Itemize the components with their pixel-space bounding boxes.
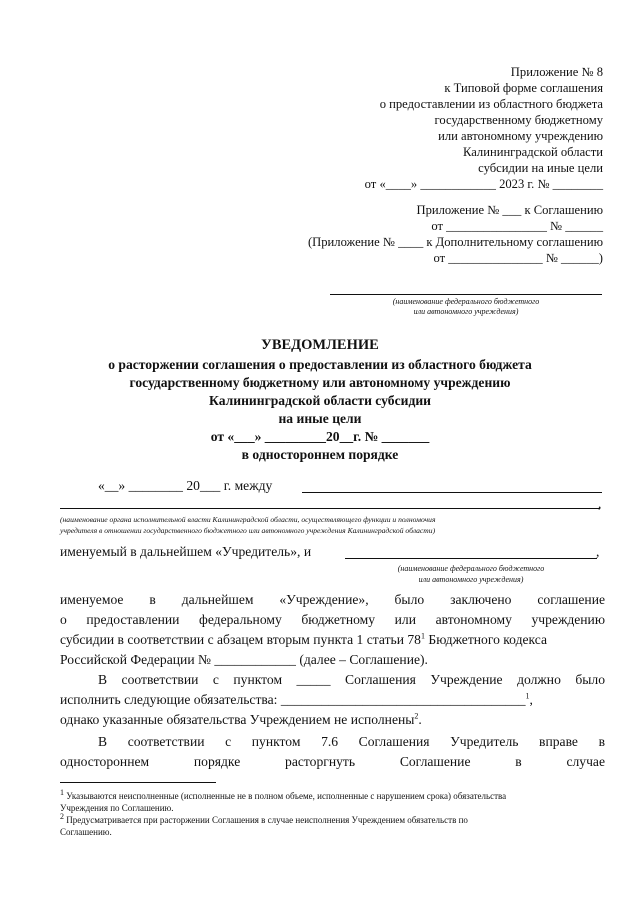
header-subsidy: субсидии на иные цели <box>478 161 603 175</box>
institution-caption-2: или автономного учреждения) <box>418 575 524 584</box>
notice-heading: УВЕДОМЛЕНИЕ <box>261 337 379 353</box>
recipient-caption-2: или автономного учреждения) <box>413 307 519 316</box>
title-line-3: Калининградской области субсидии <box>209 393 431 408</box>
footnote-2-line-2: Соглашению. <box>60 827 112 837</box>
founder-caption-1: (наименование органа исполнительной власти Калининградской области, осуществляющего функции и полномочия <box>60 515 436 524</box>
header-region: Калининградской области <box>463 145 603 159</box>
paragraph-2-line-3-text: однако указанные обязательства Учреждением не исполнены <box>60 712 415 727</box>
header-on-provision: о предоставлении из областного бюджета <box>379 97 603 111</box>
footnote-ref-1: 1 <box>525 691 530 701</box>
paragraph-1-line-3-end: Бюджетного кодекса <box>424 632 548 647</box>
founder-caption-2: учредителя в отношении государственного бюджетного или автономного учреждения Калининградской области) <box>60 526 436 535</box>
paragraph-2-line-2-text: исполнить следующие обязательства: ____________________________________ <box>60 692 526 707</box>
title-line-1: о расторжении соглашения о предоставлении из областного бюджета <box>108 357 532 372</box>
institution-comma: , <box>596 544 600 559</box>
footnote-ref-2: 2 <box>414 711 419 721</box>
institution-name-line <box>345 558 597 559</box>
paragraph-2-line-2-comma: , <box>529 692 533 707</box>
agreement-date-between: «__» ________ 20___ г. между <box>98 478 273 493</box>
founder-name-line-1 <box>302 492 602 493</box>
footnote-1-line-1 <box>60 790 506 802</box>
paragraph-2-line-3 <box>60 710 422 730</box>
institution-caption-1: (наименование федерального бюджетного <box>397 564 545 573</box>
appendix-title: Приложение № 8 <box>510 65 603 79</box>
title-line-2: государственному бюджетному или автономному учреждению <box>129 375 511 390</box>
recipient-name-line <box>330 294 602 295</box>
header-to-budget-inst: государственному бюджетному <box>434 113 603 127</box>
footnote-2-text: Предусматривается при расторжении Соглашения в случае неисполнения Учреждением обязательств по <box>64 815 468 825</box>
footnote-1-text: Указываются неисполненные (исполненные не в полном объеме, исполненные с нарушением срока) обязательства <box>64 791 507 801</box>
footnote-1-mark: 1 <box>60 788 64 797</box>
paragraph-2-line-2 <box>60 690 533 710</box>
footnote-ref-78-1: 1 <box>420 631 425 641</box>
header-or-autonomous: или автономному учреждению <box>438 129 603 143</box>
annex-line-2: от ________________ № ______ <box>431 219 603 233</box>
founder-comma: , <box>598 496 602 511</box>
paragraph-2-line-3-end: . <box>418 712 422 727</box>
paragraph-2-line-1: В соответствии с пунктом _____ Соглашения Учреждение должно было <box>98 672 605 687</box>
founder-name-line-2 <box>60 508 600 509</box>
paragraph-1-line-2: о предоставлении федеральному бюджетному или автономному учреждению <box>60 612 605 627</box>
footnote-separator <box>60 782 216 783</box>
header-date-line: от «____» ____________ 2023 г. № ________ <box>364 177 603 191</box>
footnote-1-line-2: Учреждения по Соглашению. <box>60 803 174 813</box>
title-unilateral: в одностороннем порядке <box>241 447 399 462</box>
footnote-2-mark: 2 <box>60 812 64 821</box>
footnote-2-line-1 <box>60 814 468 826</box>
annex-line-3: (Приложение № ____ к Дополнительному соглашению <box>307 235 603 249</box>
header-to-form: к Типовой форме соглашения <box>444 81 603 95</box>
recipient-caption-1: (наименование федерального бюджетного <box>392 297 540 306</box>
title-line-4: на иные цели <box>278 411 362 426</box>
annex-line-1: Приложение № ___ к Соглашению <box>416 203 603 217</box>
paragraph-1-line-3 <box>60 630 547 650</box>
paragraph-3-line-1: В соответствии с пунктом 7.6 Соглашения Учредитель вправе в <box>98 734 605 749</box>
paragraph-1-line-4: Российской Федерации № ____________ (далее – Соглашение). <box>60 652 428 667</box>
founder-named: именуемый в дальнейшем «Учредитель», и <box>60 544 312 559</box>
paragraph-1-line-1: именуемое в дальнейшем «Учреждение», было заключено соглашение <box>60 592 605 607</box>
annex-line-4: от _______________ № ______) <box>433 251 603 265</box>
paragraph-1-line-3-text: субсидии в соответствии с абзацем вторым пункта 1 статьи 78 <box>60 632 421 647</box>
title-date-number: от «___» _________20__г. № _______ <box>210 429 430 444</box>
paragraph-3-line-2: одностороннем порядке расторгнуть Соглашение в случае <box>60 754 605 769</box>
